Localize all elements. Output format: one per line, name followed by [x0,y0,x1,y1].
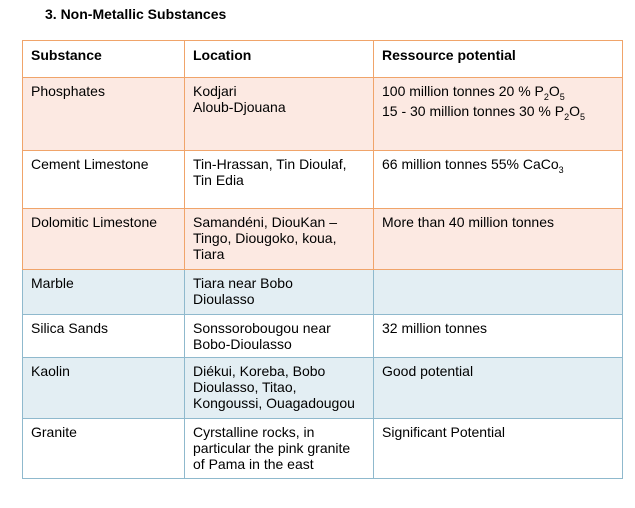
potential-cell: Significant Potential [374,419,623,479]
substance-cell: Cement Limestone [23,151,185,209]
location-cell [185,358,374,419]
location-line: Bobo-Dioulasso [193,336,292,352]
location-line: Tiara near Bobo [193,275,293,291]
substance-cell: Kaolin [23,358,185,419]
location-line: Dioulasso, Titao, [193,379,297,395]
location-line: Aloub-Djouana [193,99,286,115]
section-heading: 3. Non-Metallic Substances [45,6,227,22]
substance-cell: Granite [23,419,185,479]
table-row-marble [23,270,623,315]
substance-cell: Dolomitic Limestone [23,209,185,270]
location-line: Dioulasso [193,291,255,307]
potential-line: 15 - 30 million tonnes 30 % $P_2O_5$ [382,103,586,122]
location-line: Tiara [193,246,225,262]
location-cell [185,78,374,151]
potential-cell [374,270,623,315]
location-line: Cyrstalline rocks, in [193,424,315,440]
column-header-potential: Ressource potential [374,41,623,78]
location-line: Tingo, Diougoko, koua, [193,230,337,246]
location-line: Tin Edia [193,172,244,188]
location-cell [185,209,374,270]
location-line: Samandéni, DiouKan – [193,214,337,230]
column-header-location: Location [185,41,374,78]
location-cell [185,270,374,315]
location-line: Sonssorobougou near [193,320,331,336]
potential-cell: 32 million tonnes [374,315,623,358]
table-row-cement-limestone [23,151,623,209]
table-row-dolomitic-limestone [23,209,623,270]
table-row-kaolin [23,358,623,419]
potential-cell: Good potential [374,358,623,419]
location-line: Tin-Hrassan, Tin Dioulaf, [193,156,347,172]
potential-cell: More than 40 million tonnes [374,209,623,270]
location-line: Kodjari [193,83,237,99]
table-row-phosphates [23,78,623,151]
potential-line: 100 million tonnes 20 % $P_2O_5$ [382,83,565,102]
substance-cell: Marble [23,270,185,315]
location-cell [185,151,374,209]
substance-cell: Silica Sands [23,315,185,358]
table-row-granite [23,419,623,479]
location-cell [185,419,374,479]
potential-cell [374,78,623,151]
location-line: Kongoussi, Ouagadougou [193,395,355,411]
location-line: of Pama in the east [193,456,314,472]
location-cell [185,315,374,358]
non-metallic-substances-table [22,40,623,479]
location-line: Diékui, Koreba, Bobo [193,363,326,379]
substance-cell: Phosphates [23,78,185,151]
column-header-substance: Substance [23,41,185,78]
table-header-row [23,41,623,78]
potential-cell: 66 million tonnes 55% CaCo$_3$ [374,151,623,209]
table-row-silica-sands [23,315,623,358]
location-line: particular the pink granite [193,440,351,456]
